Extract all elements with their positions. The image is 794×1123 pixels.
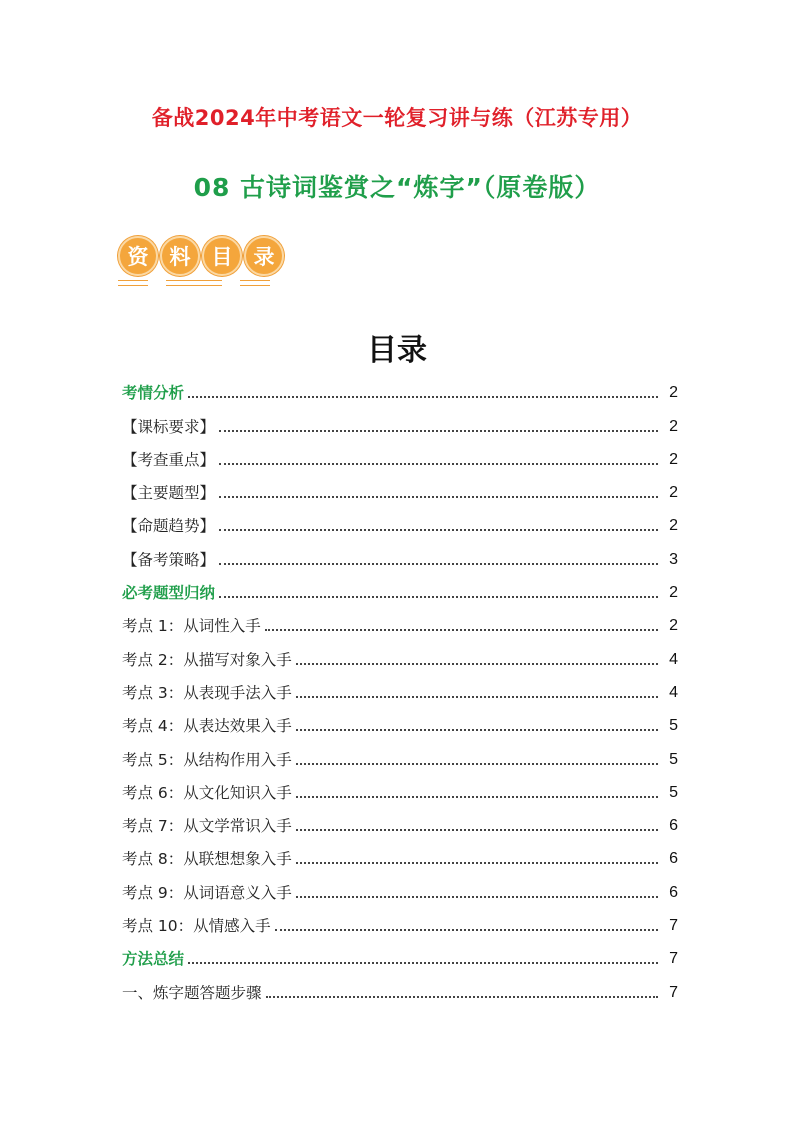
- toc-leader-dots: [219, 495, 658, 498]
- toc-leader-dots: [296, 795, 658, 798]
- toc-page-number: 2: [669, 484, 678, 502]
- document-subtitle: 08 古诗词鉴赏之“炼字”（原卷版）: [193, 173, 601, 202]
- toc-leader-dots: [296, 762, 658, 765]
- toc-entry-label: 考点 10：从情感入手: [122, 917, 271, 936]
- toc-page-number: 6: [669, 883, 678, 901]
- toc-entry[interactable]: [122, 503, 678, 536]
- toc-page-number: 7: [669, 950, 678, 968]
- toc-leader-dots: [219, 528, 658, 531]
- toc-entry[interactable]: [122, 803, 678, 836]
- toc-entry-label: 考点 8：从联想想象入手: [122, 850, 292, 869]
- toc-page-number: 6: [669, 817, 678, 835]
- toc-entry[interactable]: [122, 869, 678, 902]
- toc-entry[interactable]: [122, 603, 678, 636]
- badge-char: 资: [118, 236, 158, 276]
- toc-entry-label: 考点 5：从结构作用入手: [122, 750, 292, 769]
- toc-entry[interactable]: [122, 969, 678, 1002]
- toc-entry[interactable]: [122, 403, 678, 436]
- toc-entry[interactable]: [122, 736, 678, 769]
- toc-entry[interactable]: [122, 636, 678, 669]
- toc-leader-dots: [219, 562, 658, 565]
- toc-leader-dots: [219, 462, 658, 465]
- contents-badge: [118, 236, 284, 288]
- toc-page-number: 2: [669, 617, 678, 635]
- toc-leader-dots: [219, 595, 658, 598]
- toc-page-number: 7: [669, 983, 678, 1001]
- toc-entry-label: 必考题型归纳: [122, 584, 216, 603]
- badge-char: 料: [160, 236, 200, 276]
- toc-leader-dots: [188, 395, 658, 398]
- toc-section-entry[interactable]: [122, 936, 678, 969]
- toc-entry-label: 考点 1：从词性入手: [122, 617, 261, 636]
- toc-leader-dots: [219, 429, 658, 432]
- toc-entry-label: 【备考策略】: [122, 550, 216, 569]
- toc-entry-label: 考点 9：从词语意义入手: [122, 883, 292, 902]
- toc-heading: 目录: [367, 333, 427, 368]
- toc-leader-dots: [275, 928, 658, 931]
- toc-leader-dots: [296, 695, 658, 698]
- toc-entry[interactable]: [122, 670, 678, 703]
- toc-section-entry[interactable]: [122, 570, 678, 603]
- toc-page-number: 2: [669, 584, 678, 602]
- toc-entry-label: 【主要题型】: [122, 484, 216, 503]
- table-of-contents: [122, 370, 678, 1003]
- badge-char: 录: [244, 236, 284, 276]
- toc-page-number: 4: [669, 683, 678, 701]
- toc-entry[interactable]: [122, 437, 678, 470]
- toc-entry-label: 【考查重点】: [122, 450, 216, 469]
- toc-page-number: 4: [669, 650, 678, 668]
- toc-page-number: 5: [669, 783, 678, 801]
- toc-leader-dots: [296, 662, 658, 665]
- toc-page-number: 2: [669, 384, 678, 402]
- toc-leader-dots: [296, 895, 658, 898]
- toc-entry[interactable]: [122, 903, 678, 936]
- toc-leader-dots: [296, 828, 658, 831]
- toc-entry-label: 考点 7：从文学常识入手: [122, 817, 292, 836]
- toc-entry[interactable]: [122, 770, 678, 803]
- toc-leader-dots: [188, 961, 658, 964]
- toc-entry-label: 【命题趋势】: [122, 517, 216, 536]
- toc-entry-label: 考点 2：从描写对象入手: [122, 650, 292, 669]
- toc-entry-label: 一、炼字题答题步骤: [122, 983, 262, 1002]
- toc-page-number: 2: [669, 517, 678, 535]
- toc-page-number: 2: [669, 417, 678, 435]
- toc-leader-dots: [265, 628, 658, 631]
- badge-underline: [118, 280, 270, 286]
- toc-page-number: 2: [669, 450, 678, 468]
- toc-leader-dots: [296, 728, 658, 731]
- toc-entry-label: 考点 6：从文化知识入手: [122, 783, 292, 802]
- toc-page-number: 7: [669, 917, 678, 935]
- toc-page-number: 6: [669, 850, 678, 868]
- badge-char: 目: [202, 236, 242, 276]
- document-title: 备战2024年中考语文一轮复习讲与练（江苏专用）: [151, 106, 643, 130]
- toc-section-entry[interactable]: [122, 370, 678, 403]
- toc-entry-label: 【课标要求】: [122, 417, 216, 436]
- toc-entry-label: 考情分析: [122, 384, 185, 403]
- toc-entry[interactable]: [122, 703, 678, 736]
- toc-entry-label: 考点 4：从表达效果入手: [122, 717, 292, 736]
- toc-leader-dots: [296, 861, 658, 864]
- toc-page-number: 3: [669, 550, 678, 568]
- toc-entry-label: 考点 3：从表现手法入手: [122, 683, 292, 702]
- toc-entry[interactable]: [122, 836, 678, 869]
- toc-entry-label: 方法总结: [122, 950, 185, 969]
- toc-entry[interactable]: [122, 536, 678, 569]
- toc-leader-dots: [266, 995, 658, 998]
- toc-page-number: 5: [669, 750, 678, 768]
- toc-entry[interactable]: [122, 470, 678, 503]
- toc-page-number: 5: [669, 717, 678, 735]
